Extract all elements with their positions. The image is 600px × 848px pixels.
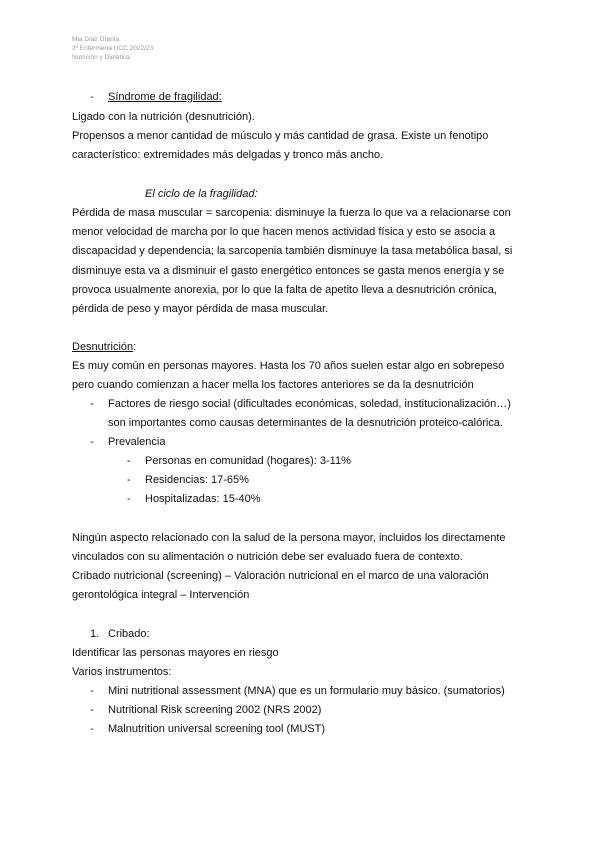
bullet-dash: - bbox=[90, 398, 94, 410]
prevalence-label: Prevalencia bbox=[108, 436, 166, 448]
context-line-1: Ningún aspecto relacionado con la salud de la persona mayor, incluidos los directamente bbox=[72, 532, 506, 544]
context-line-3: Cribado nutricional (screening) – Valoración nutricional en el marco de una valoración bbox=[72, 570, 489, 582]
cycle-line-4: disminuye esta va a disminuir el gasto energético entonces se gasta menos energía y se bbox=[72, 265, 505, 277]
cribado-heading: Cribado: bbox=[108, 628, 150, 640]
desnutricion-heading-line bbox=[72, 340, 136, 354]
cribado-line-2: Varios instrumentos: bbox=[72, 666, 172, 678]
risk-line-2: son importantes como causas determinantes de la desnutrición proteico-calórica. bbox=[108, 417, 503, 429]
page-header bbox=[72, 35, 153, 62]
header-author: Mia Díaz Granta bbox=[72, 36, 120, 43]
prevalence-item: Personas en comunidad (hogares): 3-11% bbox=[145, 455, 351, 467]
bullet-dash: - bbox=[127, 455, 131, 467]
fragility-heading: Síndrome de fragilidad: bbox=[108, 91, 222, 103]
bullet-dash: - bbox=[127, 474, 131, 486]
context-line-2: vinculados con su alimentación o nutrición debe ser evaluado fuera de contexto. bbox=[72, 551, 463, 563]
cribado-line-1: Identificar las personas mayores en riesgo bbox=[72, 647, 279, 659]
bullet-dash: - bbox=[90, 685, 94, 697]
fragility-line-2: Propensos a menor cantidad de músculo y más cantidad de grasa. Existe un fenotipo bbox=[72, 130, 489, 142]
desnutricion-line-1: Es muy común en personas mayores. Hasta los 70 años suelen estar algo en sobrepeso bbox=[72, 360, 505, 372]
header-subject: Nutrición y Dietética bbox=[72, 54, 130, 61]
list-number: 1. bbox=[90, 628, 100, 640]
fragility-line-3: característico: extremidades más delgadas y tronco más ancho. bbox=[72, 149, 384, 161]
cycle-line-5: provoca usualmente anorexia, por lo que la falta de apetito lleva a desnutrición crónica, bbox=[72, 284, 497, 296]
bullet-dash: - bbox=[90, 723, 94, 735]
bullet-dash: - bbox=[90, 91, 94, 103]
prevalence-item: Residencias: 17-65% bbox=[145, 474, 249, 486]
header-course: 2º Enfermería UCC 2022/23 bbox=[72, 45, 154, 52]
fragility-line-1: Ligado con la nutrición (desnutrición). bbox=[72, 111, 255, 123]
cycle-heading: El ciclo de la fragilidad: bbox=[145, 188, 258, 200]
desnutricion-line-2: pero cuando comienzan a hacer mella los factores anteriores se da la desnutrición bbox=[72, 379, 474, 391]
bullet-dash: - bbox=[127, 493, 131, 505]
cycle-line-3: discapacidad y dependencia; la sarcopenia también disminuye la tasa metabólica basal, si bbox=[72, 245, 513, 257]
context-line-4: gerontológica integral – Intervención bbox=[72, 589, 250, 601]
desnutricion-heading: Desnutrición bbox=[72, 341, 134, 353]
prevalence-item: Hospitalizadas: 15-40% bbox=[145, 493, 261, 505]
instrument-item: Malnutrition universal screening tool (MUST) bbox=[108, 723, 326, 735]
cycle-line-1: Pérdida de masa muscular = sarcopenia: disminuye la fuerza lo que va a relacionarse con bbox=[72, 207, 511, 219]
bullet-dash: - bbox=[90, 704, 94, 716]
bullet-dash: - bbox=[90, 436, 94, 448]
desnutricion-colon: : bbox=[133, 341, 137, 353]
cycle-line-6: pérdida de peso y mayor pérdida de masa muscular. bbox=[72, 303, 329, 315]
cycle-line-2: menor velocidad de marcha por lo que hacen menos actividad física y esto se asocia a bbox=[72, 226, 496, 238]
instrument-item: Mini nutritional assessment (MNA) que es un formulario muy básico. (sumatorios) bbox=[108, 685, 505, 697]
instrument-item: Nutritional Risk screening 2002 (NRS 2002) bbox=[108, 704, 322, 716]
risk-line-1: Factores de riesgo social (dificultades económicas, soledad, institucionalización…) bbox=[108, 398, 511, 410]
